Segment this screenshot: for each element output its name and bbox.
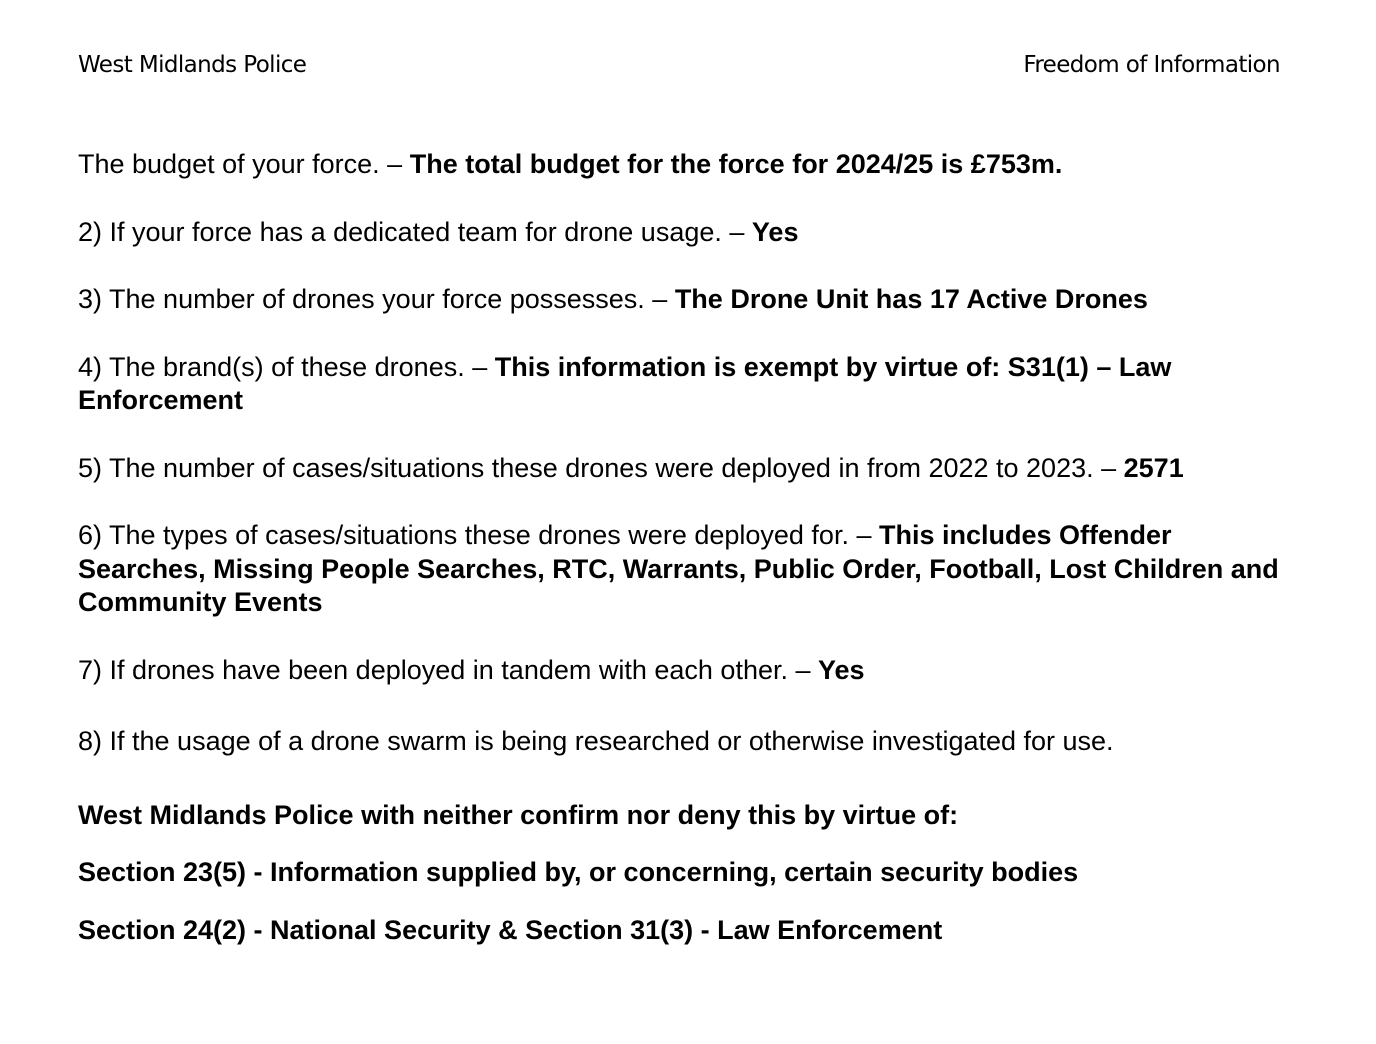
exemption-section-23: Section 23(5) - Information supplied by, or concerning, certain security bodies: [78, 857, 1079, 887]
ncnd-statement: West Midlands Police with neither confirm nor deny this by virtue of:: [78, 799, 959, 830]
answer-text: This information is exempt by virtue of: S31(1) – Law Enforcement: [78, 351, 1172, 415]
qa-item-deployment-count: [78, 452, 1293, 486]
question-text: 7) If drones have been deployed in tandem with each other. –: [78, 654, 818, 685]
qa-item-drone-count: [78, 283, 1293, 317]
question-text: 5) The number of cases/situations these drones were deployed in from 2022 to 2023. –: [78, 452, 1124, 483]
qa-item-dedicated-team: [78, 216, 1293, 250]
answer-text: The Drone Unit has 17 Active Drones: [674, 284, 1148, 314]
question-text: 3) The number of drones your force possesses. –: [78, 284, 675, 314]
answer-text: This includes Offender Searches, Missing People Searches, RTC, Warrants, Public Order, Football, Lost Children and Community Events: [78, 520, 1279, 617]
document-body: [78, 148, 1293, 971]
qa-item-drone-swarm: [78, 725, 1293, 759]
question-text: The budget of your force. –: [78, 149, 410, 179]
question-text: 8) If the usage of a drone swarm is being researched or otherwise investigated for use.: [78, 726, 1114, 756]
header-document-type: Freedom of Information: [1023, 52, 1280, 78]
answer-text: Yes: [751, 216, 799, 247]
answer-text: 2571: [1123, 452, 1184, 483]
question-text: 4) The brand(s) of these drones. –: [78, 351, 495, 382]
answer-text: Yes: [818, 654, 865, 685]
question-text: 6) The types of cases/situations these drones were deployed for. –: [78, 520, 879, 550]
question-text: 2) If your force has a dedicated team for drone usage. –: [78, 216, 752, 247]
qa-item-deployment-types: [78, 519, 1293, 620]
qa-item-drone-brands: [78, 351, 1293, 418]
page-header: [78, 52, 1280, 88]
header-organisation: West Midlands Police: [78, 52, 307, 78]
exemption-section-24-31: Section 24(2) - National Security & Section 31(3) - Law Enforcement: [78, 914, 943, 945]
answer-text: The total budget for the force for 2024/25 is £753m.: [409, 149, 1063, 179]
qa-item-budget: [78, 148, 1293, 182]
qa-item-tandem-deployment: [78, 654, 1293, 688]
